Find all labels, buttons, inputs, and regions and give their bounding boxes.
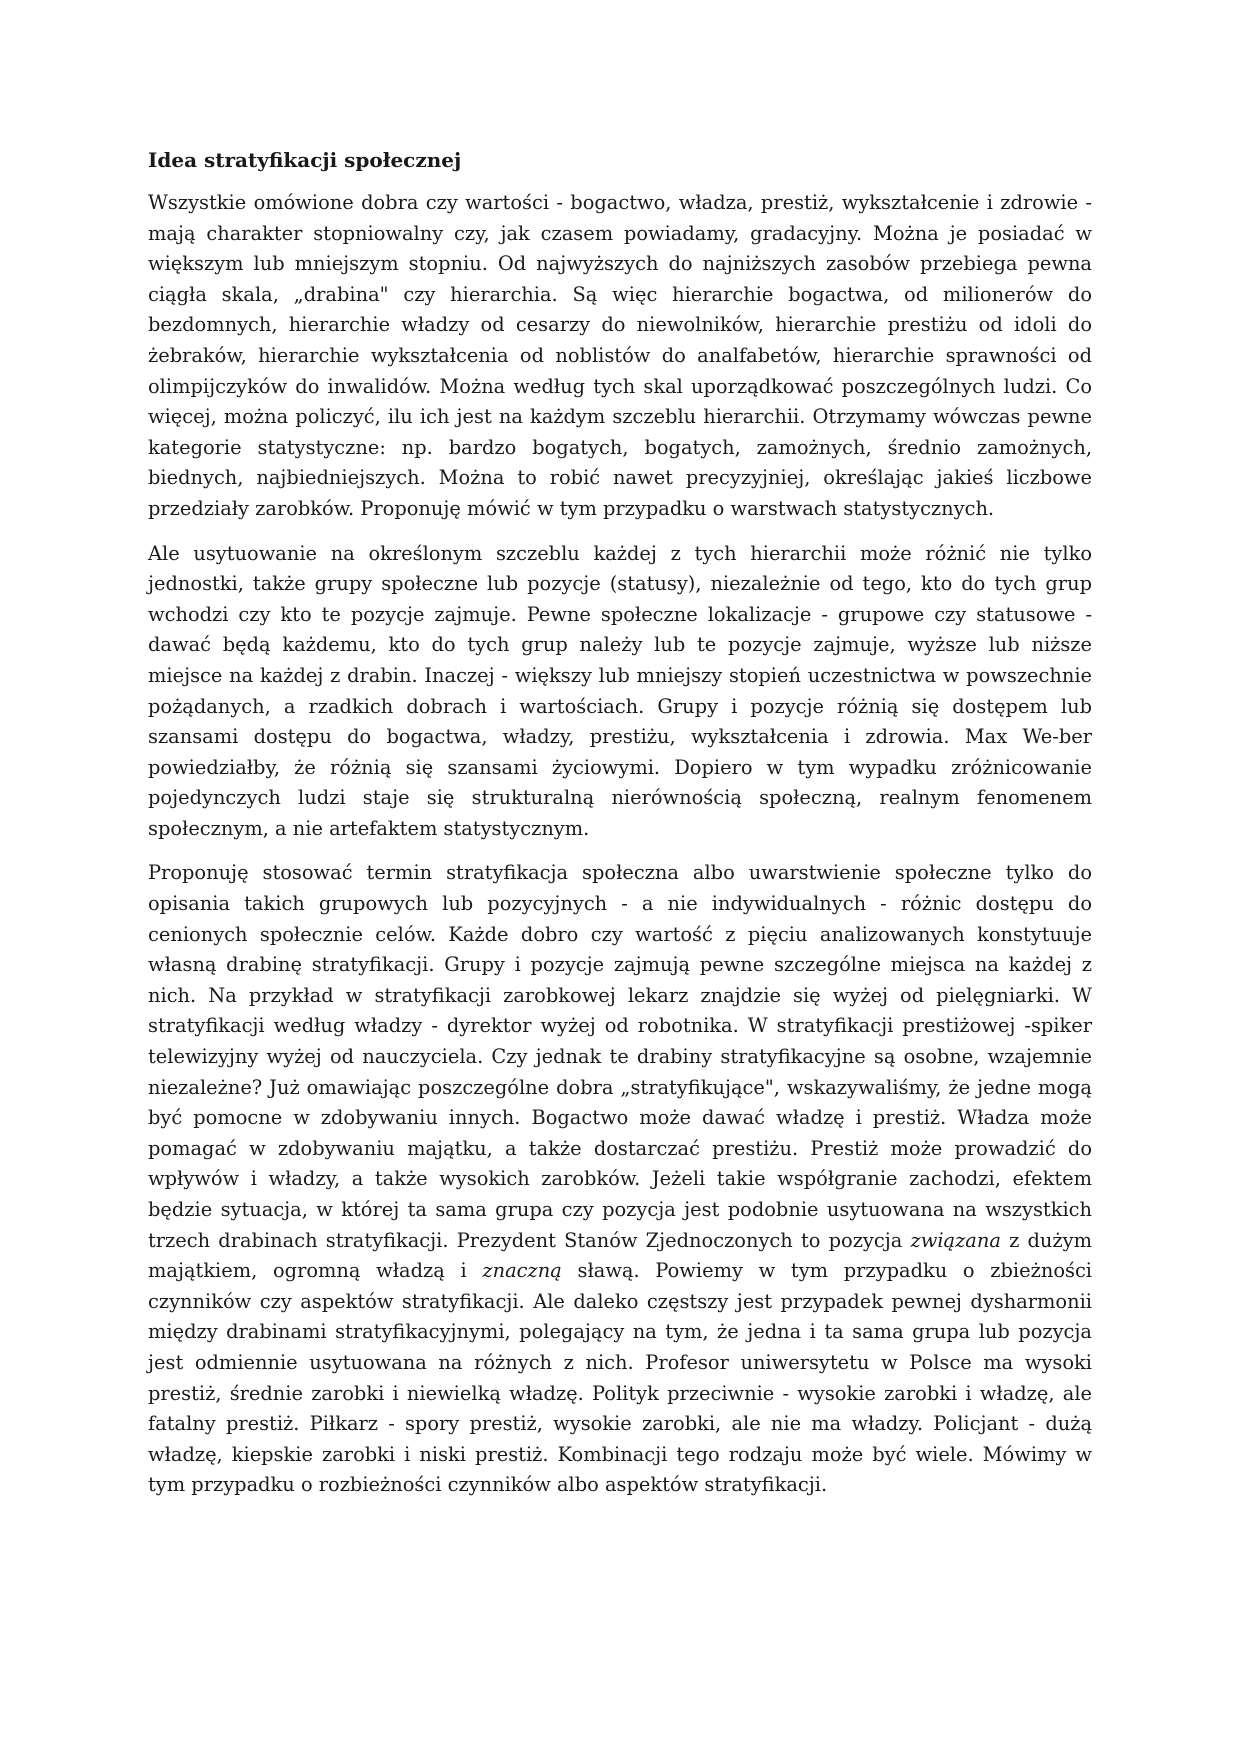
paragraph-3-part-1: Proponuję stosować termin stratyfikacja społeczna albo uwarstwienie społeczne tylko do opisania takich grupowych lub pozycyjnych - a nie indywidualnych - różnic dostępu do cenionych społecznie celów. Każde dobro czy wartość z pięciu analizowanych konstytuuje własną drabinę stratyfikacji. Grupy i pozycje zajmują pewne szczególne miejsca na każdej z nich. Na przykład w stratyfikacji zarobkowej lekarz znajdzie się wyżej od pielęgniarki. W stratyfikacji według władzy - dyrektor wyżej od robotnika. W stratyfikacji prestiżowej -spiker telewizyjny wyżej od nauczyciela. Czy jednak te drabiny stratyfikacyjne są osobne, wzajemnie niezależne? Już omawiając poszczególne dobra „stratyfikujące", wskazywaliśmy, że jedne mogą być pomocne w zdobywaniu innych. Bogactwo może dawać władzę i prestiż. Władza może pomagać w zdobywaniu majątku, a także dostarczać prestiżu. Prestiż może prowadzić do wpływów i władzy, a także wysokich zarobków. Jeżeli takie współgranie zachodzi, efektem będzie sytuacja, w której ta sama grupa czy pozycja jest podobnie usytuowana na wszystkich trzech drabinach stratyfikacji. Prezydent Stanów Zjednoczonych to pozycja xyxy=(148,861,1092,1252)
emphasis-znaczna: znaczną xyxy=(482,1259,562,1283)
paragraph-3-part-3: sławą. Powiemy w tym przypadku o zbieżności czynników czy aspektów stratyfikacji. Ale daleko częstszy jest przypadek pewnej dysharmonii między drabinami stratyfikacyjnymi, polegający na tym, że jedna i ta sama grupa lub pozycja jest odmiennie usytuowana na różnych z nich. Profesor uniwersytetu w Polsce ma wysoki prestiż, średnie zarobki i niewielką władzę. Polityk przeciwnie - wysokie zarobki i władzę, ale fatalny prestiż. Piłkarz - spory prestiż, wysokie zarobki, ale nie ma władzy. Policjant - dużą władzę, kiepskie zarobki i niski prestiż. Kombinacji tego rodzaju może być wiele. Mówimy w tym przypadku o rozbieżności czynników albo aspektów stratyfikacji. xyxy=(148,1259,1093,1497)
paragraph-1: Wszystkie omówione dobra czy wartości - bogactwo, władza, prestiż, wykształcenie i zdrowie - mają charakter stopniowalny czy, jak czasem powiadamy, gradacyjny. Można je posiadać w większym lub mniejszym stopniu. Od najwyższych do najniższych zasobów przebiega pewna ciągła skala, „drabina" czy hierarchia. Są więc hierarchie bogactwa, od milionerów do bezdomnych, hierarchie władzy od cesarzy do niewolników, hierarchie prestiżu od idoli do żebraków, hierarchie wykształcenia od noblistów do analfabetów, hierarchie sprawności od olimpijczyków do inwalidów. Można według tych skal uporządkować poszczególnych ludzi. Co więcej, można policzyć, ilu ich jest na każdym szczeblu hierarchii. Otrzymamy wówczas pewne kategorie statystyczne: np. bardzo bogatych, bogatych, zamożnych, średnio zamożnych, biednych, najbiedniejszych. Można to robić nawet precyzyjniej, określając jakieś liczbowe przedziały zarobków. Proponuję mówić w tym przypadku o warstwach statystycznych. xyxy=(148,191,1092,520)
document-page xyxy=(148,146,1092,1515)
paragraph-3-part-2: z dużym majątkiem, ogromną władzą i xyxy=(148,1228,1092,1283)
paragraph-2: Ale usytuowanie na określonym szczeblu każdej z tych hierarchii może różnić nie tylko jednostki, także grupy społeczne lub pozycje (statusy), niezależnie od tego, kto do tych grup wchodzi czy kto te pozycje zajmuje. Pewne społeczne lokalizacje - grupowe czy statusowe - dawać będą każdemu, kto do tych grup należy lub te pozycje zajmuje, wyższe lub niższe miejsce na każdej z drabin. Inaczej - większy lub mniejszy stopień uczestnictwa w powszechnie pożądanych, a rzadkich dobrach i wartościach. Grupy i pozycje różnią się dostępem lub szansami dostępu do bogactwa, władzy, prestiżu, wykształcenia i zdrowia. Max We-ber powiedziałby, że różnią się szansami życiowymi. Dopiero w tym wypadku zróżnicowanie pojedynczych ludzi staje się strukturalną nierównością społeczną, realnym fenomenem społecznym, a nie artefaktem statystycznym. xyxy=(148,541,1092,840)
document-title: Idea stratyfikacji społecznej xyxy=(148,148,462,172)
paragraph-3 xyxy=(148,858,1092,1500)
emphasis-zwiazana: związana xyxy=(910,1228,1001,1252)
